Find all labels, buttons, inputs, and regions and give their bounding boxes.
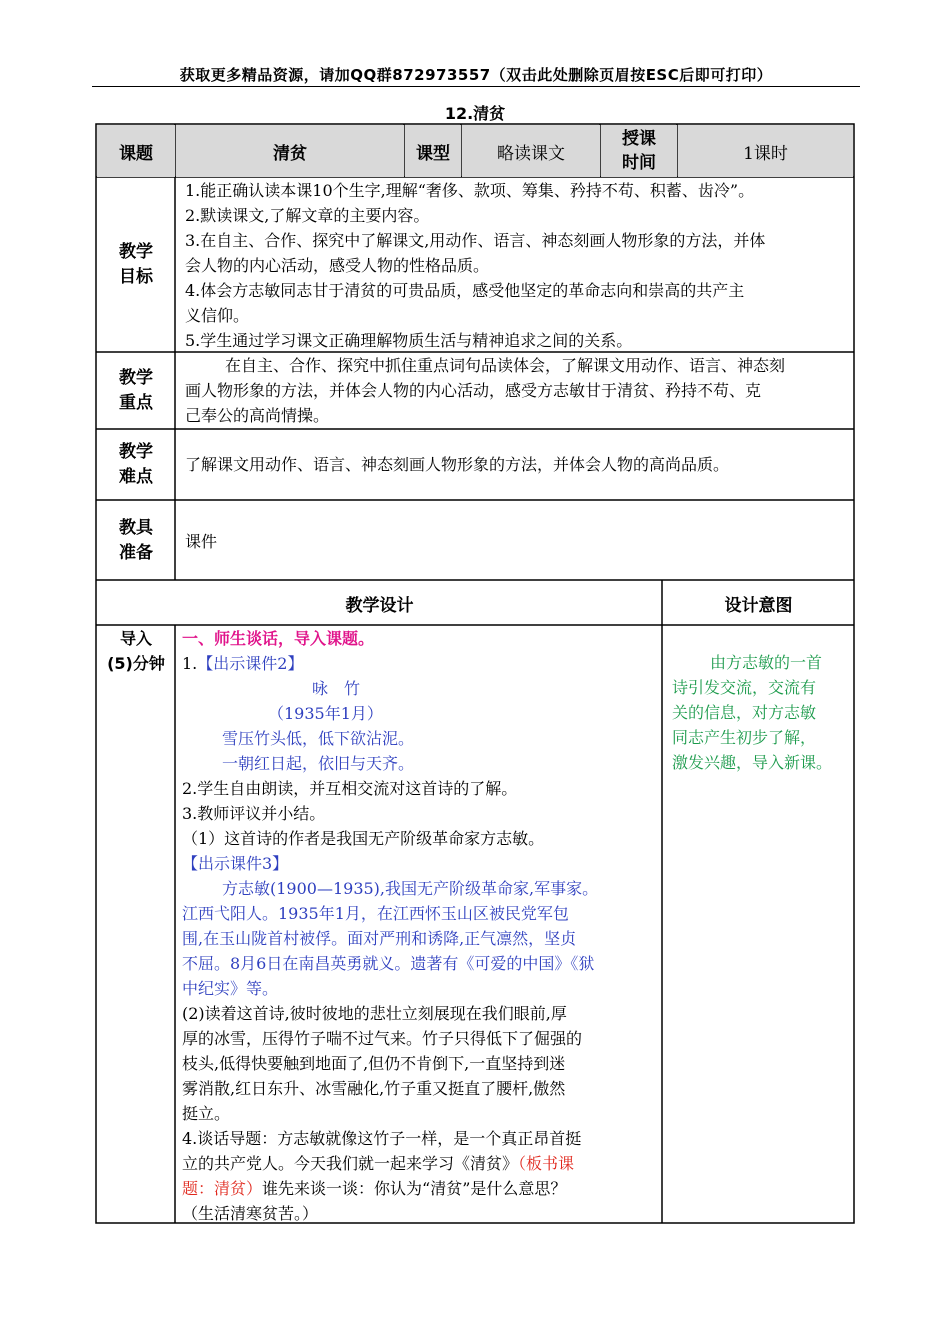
lesson-label: 课题 [97, 125, 175, 177]
intro-stage-label [97, 626, 175, 676]
bio-line: 江西弋阳人。1935年1月，在江西怀玉山区被民党军包 [182, 904, 569, 923]
tools-line: 课件 [185, 532, 218, 551]
step-text: 2.学生自由朗读，并互相交流对这首诗的了解。 [182, 779, 518, 798]
bio-line: 围,在玉山陇首村被俘。面对严刑和诱降,正气凛然，坚贞 [182, 929, 577, 948]
courseware-tag: 【出示课件2】 [197, 654, 304, 673]
point-line: (2)读着这首诗,彼时彼地的悲壮立刻展现在我们眼前,厚 [182, 1004, 567, 1023]
tools-text [176, 529, 854, 554]
bio-line: 不屈。8月6日在南昌英勇就义。遗著有《可爱的中国》《狱 [182, 954, 595, 973]
key-points-label: 教学重点 [119, 368, 153, 413]
point-line: 枝头,低得快要触到地面了,但仍不肯倒下,一直坚持到迷 [182, 1054, 566, 1073]
section-heading: 一、师生谈话，导入课题。 [182, 629, 375, 648]
key-point-line: 己奉公的高尚情操。 [185, 406, 330, 425]
difficulties-text [176, 452, 854, 477]
intent-column-header: 设计意图 [724, 595, 793, 616]
key-point-line: 画人物形象的方法，并体会人物的内心活动，感受方志敏甘于清贫、矜持不苟、克 [185, 381, 762, 400]
bio-line: 中纪实》等。 [182, 979, 279, 998]
goal-line: 4.体会方志敏同志甘于清贫的可贵品质，感受他坚定的革命志向和崇高的共产主 [185, 281, 745, 300]
goal-line: 3.在自主、合作、探究中了解课文,用动作、语言、神态刻画人物形象的方法，并体 [185, 231, 766, 250]
bio-line: 方志敏(1900—1935),我国无产阶级革命家,军事家。 [222, 879, 599, 898]
point-line: 挺立。 [182, 1104, 231, 1123]
intro-stage-duration: (5)分钟 [107, 654, 165, 673]
goal-line: 1.能正确认读本课10个生字,理解“奢侈、款项、筹集、矜持不苟、积蓄、齿冷”。 [185, 181, 755, 200]
point-text: （1）这首诗的作者是我国无产阶级革命家方志敏。 [182, 829, 545, 848]
goals-label: 教学目标 [119, 242, 153, 287]
key-points-text [176, 352, 854, 429]
intro-design-content [176, 626, 662, 1226]
poem-date: （1935年1月） [268, 704, 383, 723]
step-text: 3.教师评议并小结。 [182, 804, 326, 823]
time-label: 授课时间 [601, 125, 677, 177]
step-text: 谁先来谈一谈：你认为“清贫”是什么意思？ [262, 1179, 567, 1198]
header-note: 获取更多精品资源，请加QQ群872973557（双击此处删除页眉按ESC后即可打印） [179, 66, 773, 84]
poem-title: 咏 竹 [312, 679, 361, 698]
design-intent [663, 650, 854, 775]
point-line: 厚的冰雪，压得竹子喘不过气来。竹子只得低下了倔强的 [182, 1029, 583, 1048]
intent-line: 激发兴趣，导入新课。 [672, 753, 833, 772]
step-text: （生活清寒贫苦。） [182, 1204, 319, 1223]
goal-line: 5.学生通过学习课文正确理解物质生活与精神追求之间的关系。 [185, 331, 633, 350]
difficulties-line: 了解课文用动作、语言、神态刻画人物形象的方法，并体会人物的高尚品质。 [185, 455, 730, 474]
board-note: 题：清贫） [182, 1179, 263, 1198]
intent-line: 关的信息，对方志敏 [672, 703, 817, 722]
page-title: 12.清贫 [444, 104, 506, 123]
key-point-line: 在自主、合作、探究中抓住重点词句品读体会，了解课文用动作、语言、神态刻 [225, 356, 786, 375]
goal-line: 2.默读课文,了解文章的主要内容。 [185, 206, 430, 225]
goal-line: 义信仰。 [185, 306, 250, 325]
point-line: 雾消散,红日东升、冰雪融化,竹子重又挺直了腰杆,傲然 [182, 1079, 566, 1098]
intent-line: 由方志敏的一首 [710, 653, 823, 672]
poem-line: 雪压竹头低，低下欲沾泥。 [222, 729, 415, 748]
courseware-tag: 【出示课件3】 [182, 854, 289, 873]
intro-stage-name: 导入 [119, 629, 152, 648]
step-number: 1. [182, 654, 198, 673]
design-column-header: 教学设计 [345, 595, 414, 616]
time-value: 1课时 [678, 125, 853, 177]
poem-line: 一朝红日起，依旧与天齐。 [222, 754, 415, 773]
lesson-value: 清贫 [176, 125, 404, 177]
type-label: 课型 [405, 125, 461, 177]
tools-label: 教具准备 [119, 517, 153, 563]
goal-line: 会人物的内心活动，感受人物的性格品质。 [185, 256, 490, 275]
difficulties-label: 教学难点 [119, 442, 153, 487]
step-text: 立的共产党人。今天我们就一起来学习《清贫》 [182, 1154, 519, 1173]
goals-list [176, 177, 854, 352]
type-value: 略读课文 [462, 125, 600, 177]
step-text: 4.谈话导题：方志敏就像这竹子一样，是一个真正昂首挺 [182, 1129, 582, 1148]
board-note: （板书课 [518, 1154, 575, 1173]
intent-line: 同志产生初步了解， [672, 728, 817, 747]
intent-line: 诗引发交流，交流有 [672, 678, 817, 697]
